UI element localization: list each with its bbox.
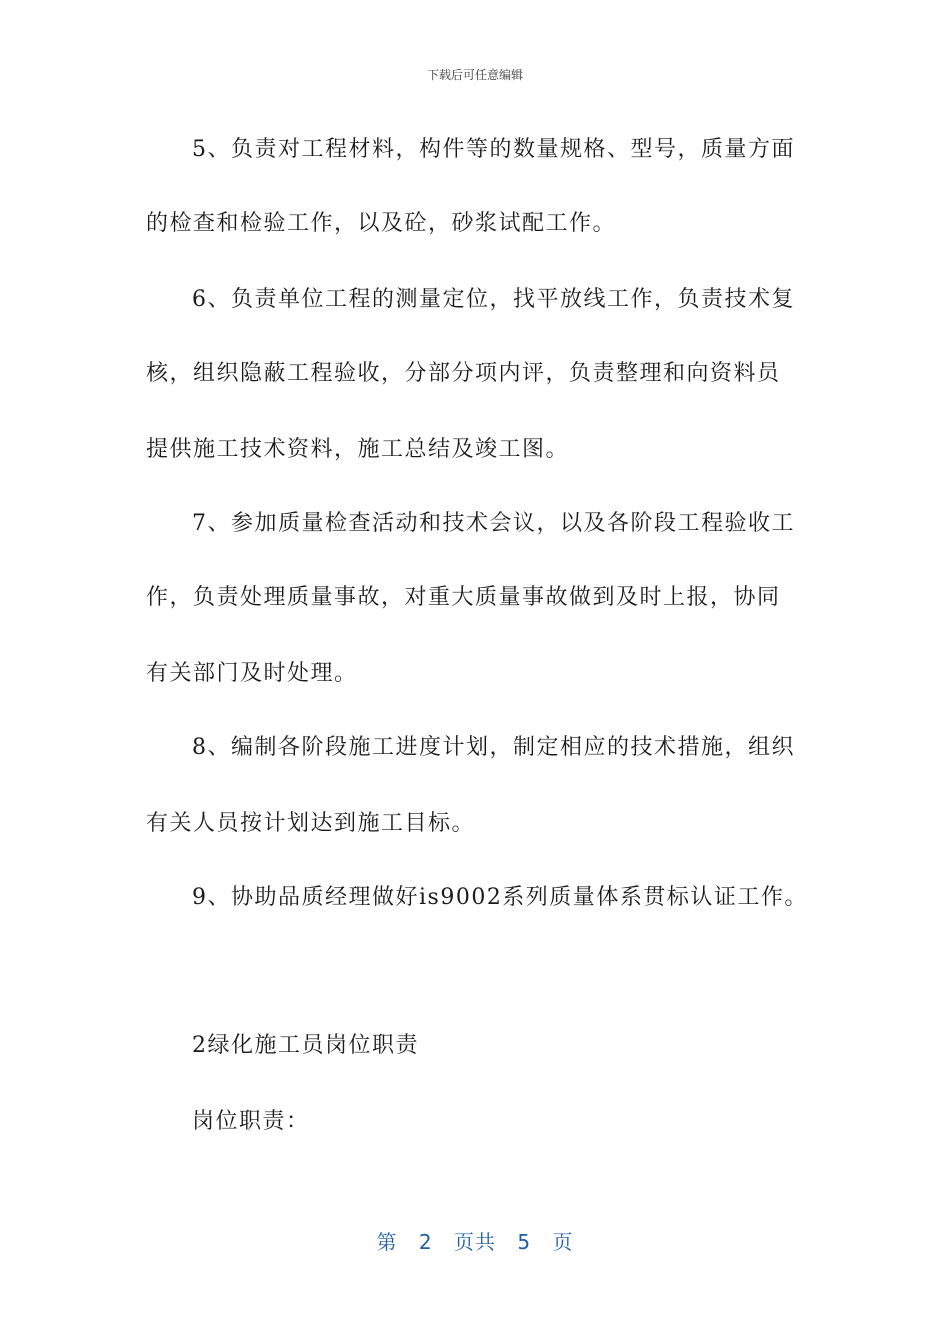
paragraph-line: 作，负责处理质量事故，对重大质量事故做到及时上报，协同 (146, 585, 781, 610)
section-heading: 2绿化施工员岗位职责 (192, 1033, 419, 1058)
paragraph-line: 7、参加质量检查活动和技术会议，以及各阶段工程验收工 (192, 511, 795, 536)
section-subheading: 岗位职责： (192, 1109, 310, 1134)
paragraph-line: 核，组织隐蔽工程验收，分部分项内评，负责整理和向资料员 (146, 361, 781, 386)
footer-suffix: 页 (552, 1230, 574, 1254)
paragraph-line: 有关部门及时处理。 (146, 661, 358, 686)
page-footer (0, 1226, 950, 1255)
paragraph-line: 的检查和检验工作，以及砼，砂浆试配工作。 (146, 211, 617, 236)
paragraph-line: 提供施工技术资料，施工总结及竣工图。 (146, 437, 570, 462)
page-header-note: 下载后可任意编辑 (426, 68, 523, 82)
footer-prefix: 第 (376, 1230, 398, 1254)
footer-current-page: 2 (418, 1230, 433, 1254)
paragraph-line: 6、负责单位工程的测量定位，找平放线工作，负责技术复 (192, 287, 795, 312)
footer-total-pages: 5 (517, 1230, 532, 1254)
paragraph-line: 8、编制各阶段施工进度计划，制定相应的技术措施，组织 (192, 735, 795, 760)
paragraph-line: 9、协助品质经理做好is9002系列质量体系贯标认证工作。 (192, 885, 808, 910)
footer-middle: 页共 (454, 1230, 496, 1254)
paragraph-line: 5、负责对工程材料，构件等的数量规格、型号，质量方面 (192, 137, 795, 162)
paragraph-line: 有关人员按计划达到施工目标。 (146, 811, 476, 836)
